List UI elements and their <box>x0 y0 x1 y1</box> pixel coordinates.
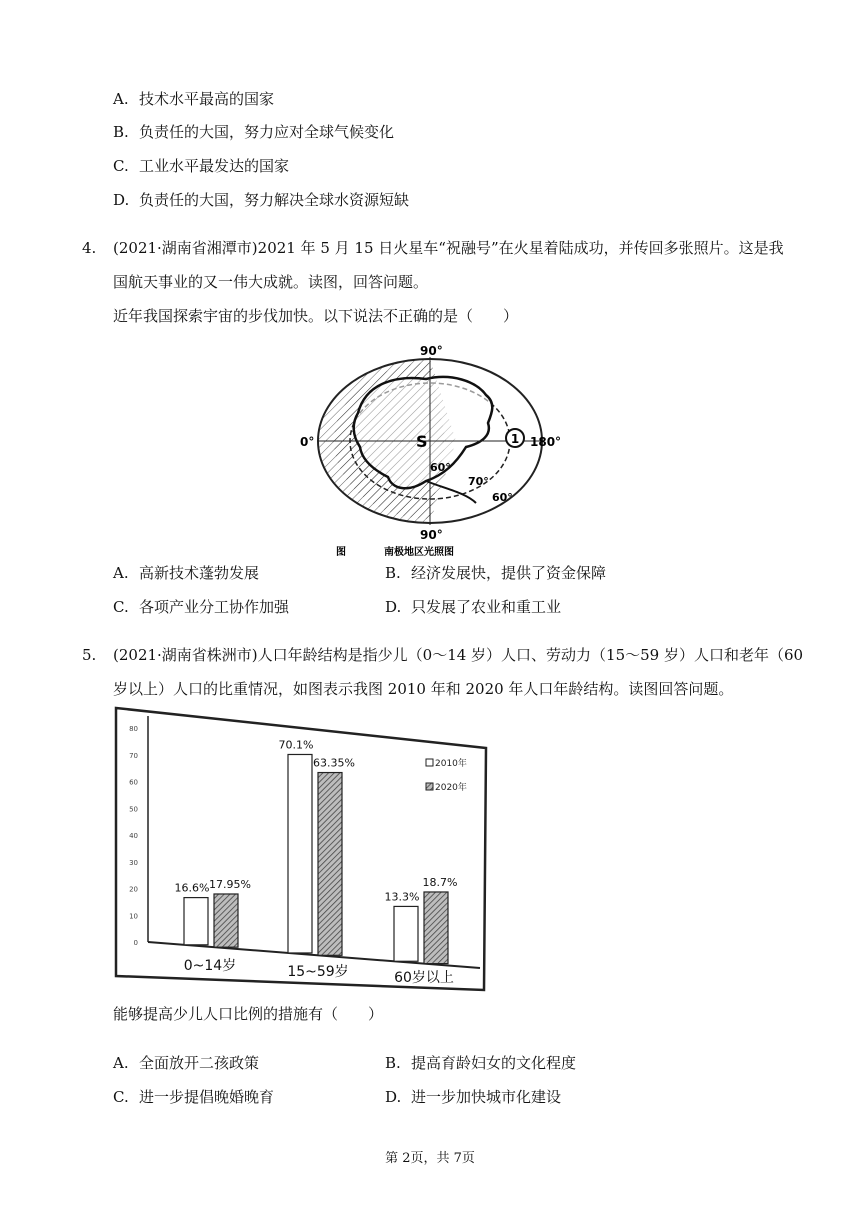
option-text: 工业水平最发达的国家 <box>139 157 290 175</box>
option-text: 提高育龄妇女的文化程度 <box>411 1054 577 1072</box>
label-top-90: 90° <box>420 344 443 358</box>
option-letter: D. <box>385 598 402 616</box>
population-structure-chart <box>112 706 492 996</box>
q3-option-c <box>113 156 289 176</box>
option-letter: B. <box>385 1054 401 1072</box>
bar-value-label: 18.7% <box>422 875 458 889</box>
label-right-180: 180° <box>530 435 562 449</box>
q5-option-d <box>385 1087 561 1107</box>
legend-label: 2020年 <box>435 783 467 793</box>
option-text: 进一步加快城市化建设 <box>411 1088 562 1106</box>
option-text: 经济发展快，提供了资金保障 <box>411 564 607 582</box>
option-text: 负责任的大国，努力解决全球水资源短缺 <box>139 191 410 209</box>
figure-caption: 南极地区光照图 <box>384 547 454 558</box>
bar-chart-svg <box>112 706 492 996</box>
figure-caption-prefix: 图 <box>336 547 346 558</box>
label-left-0: 0° <box>300 435 315 449</box>
option-letter: B. <box>385 564 401 582</box>
category-label: 15~59岁 <box>287 964 349 980</box>
option-text: 全面放开二孩政策 <box>139 1054 260 1072</box>
option-text: 各项产业分工协作加强 <box>139 598 290 616</box>
q5-stem-line2: 岁以上）人口的比重情况，如图表示我图 2010 年和 2020 年人口年龄结构。读图回答问题。 <box>113 680 734 698</box>
category-label: 0~14岁 <box>183 958 237 974</box>
y-tick-label: 80 <box>129 725 138 733</box>
option-letter: D. <box>385 1088 402 1106</box>
bar-value-label: 16.6% <box>174 881 210 895</box>
y-tick-label: 0 <box>133 939 138 947</box>
point-1-label: 1 <box>510 432 520 446</box>
bar-2010年-60岁以上 <box>394 906 418 961</box>
y-tick-label: 40 <box>129 832 138 840</box>
y-tick-label: 70 <box>129 751 138 760</box>
option-letter: C. <box>113 157 129 175</box>
q3-option-a <box>113 89 274 109</box>
label-70: 70° <box>468 475 489 488</box>
q4-stem-line1: (2021·湖南省湘潭市)2021 年 5 月 15 日火星车“祝融号”在火星着陆成功，并传回多张照片。这是我 <box>113 239 784 257</box>
y-tick-label: 50 <box>129 805 138 814</box>
q5-question: 能够提高少儿人口比例的措施有（ ） <box>113 1005 384 1023</box>
option-letter: D. <box>113 191 130 209</box>
option-text: 技术水平最高的国家 <box>139 90 275 108</box>
page-footer: 第 2页，共 7页 <box>385 1151 475 1166</box>
q3-option-d <box>113 190 409 210</box>
option-letter: A. <box>113 1054 129 1072</box>
q4-option-c <box>113 597 289 617</box>
bar-2020年-15~59岁 <box>318 773 342 956</box>
q5-stem-line1: (2021·湖南省株洲市)人口年龄结构是指少儿（0～14 岁）人口、劳动力（15～59 岁）人口和老年（60 <box>113 646 804 664</box>
label-60-outer: 60° <box>492 491 513 504</box>
category-label: 60岁以上 <box>394 970 454 986</box>
bar-2010年-15~59岁 <box>288 754 312 952</box>
q5-number: 5. <box>82 646 97 664</box>
option-text: 进一步提倡晚婚晚育 <box>139 1088 275 1106</box>
option-letter: A. <box>113 564 129 582</box>
y-tick-label: 60 <box>129 778 138 787</box>
legend-label: 2010年 <box>435 759 467 769</box>
q4-option-b <box>385 563 606 583</box>
legend-swatch <box>426 783 433 790</box>
bar-value-label: 70.1% <box>278 738 314 752</box>
option-text: 负责任的大国，努力应对全球气候变化 <box>139 123 395 141</box>
bar-value-label: 17.95% <box>209 877 251 891</box>
y-tick-labels <box>129 725 138 947</box>
bar-2010年-0~14岁 <box>184 898 208 945</box>
q5-option-b <box>385 1053 576 1073</box>
q4-option-d <box>385 597 561 617</box>
q4-number: 4. <box>82 239 97 257</box>
y-tick-label: 10 <box>129 912 138 921</box>
bar-value-label: 13.3% <box>384 890 420 904</box>
option-letter: A. <box>113 90 129 108</box>
label-s: S <box>416 432 428 451</box>
antarctic-illumination-figure <box>296 343 564 558</box>
option-text: 只发展了农业和重工业 <box>411 598 562 616</box>
legend-swatch <box>426 759 433 766</box>
option-text: 高新技术蓬勃发展 <box>139 564 260 582</box>
label-bottom-90: 90° <box>420 528 443 542</box>
bar-2020年-0~14岁 <box>214 894 238 947</box>
option-letter: C. <box>113 1088 129 1106</box>
antarctic-map <box>296 343 564 558</box>
label-60-inner: 60° <box>430 461 451 474</box>
bar-2020年-60岁以上 <box>424 892 448 964</box>
q3-option-b <box>113 122 394 142</box>
q4-question: 近年我国探索宇宙的步伐加快。以下说法不正确的是（ ） <box>113 307 519 325</box>
y-tick-label: 20 <box>129 885 138 894</box>
option-letter: B. <box>113 123 129 141</box>
y-tick-label: 30 <box>129 858 138 867</box>
q5-option-c <box>113 1087 274 1107</box>
q4-stem-line2: 国航天事业的又一伟大成就。读图，回答问题。 <box>113 273 429 291</box>
q4-option-a <box>113 563 259 583</box>
option-letter: C. <box>113 598 129 616</box>
bar-value-label: 63.35% <box>313 756 355 770</box>
q5-option-a <box>113 1053 259 1073</box>
